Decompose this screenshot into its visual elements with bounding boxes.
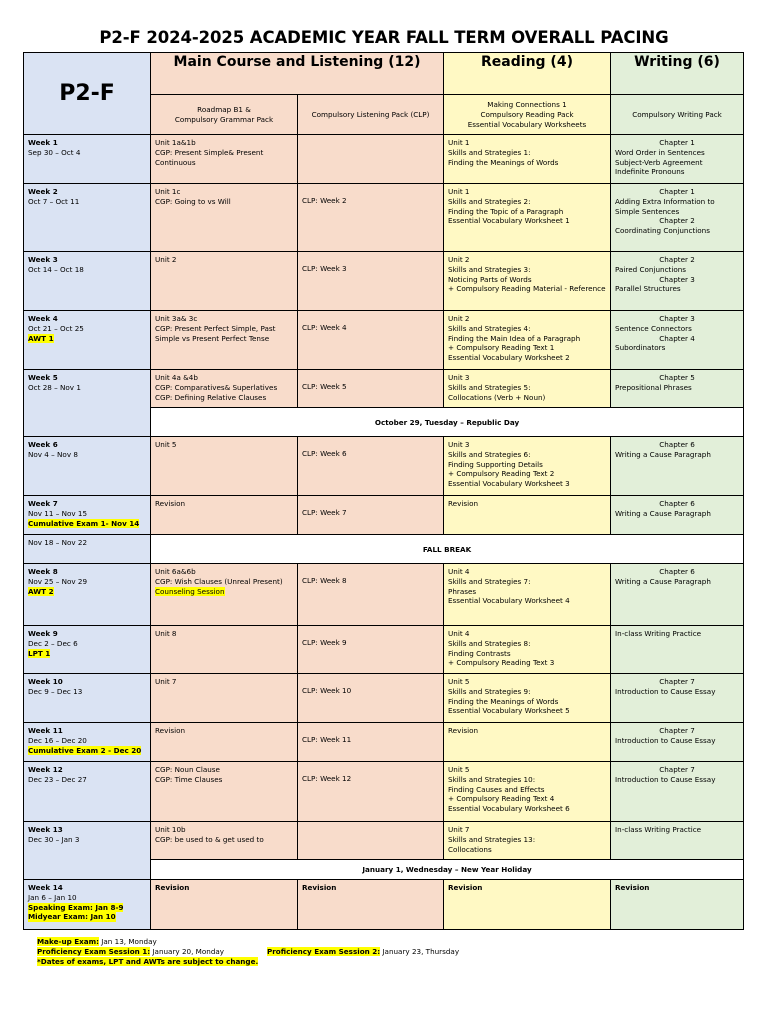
week-dates: Oct 21 – Oct 25 [28,323,84,333]
main-course-line: Unit 1a&1b [155,138,196,147]
writing-chapter: Chapter 4 [659,333,695,343]
writing-line: Introduction to Cause Essay [615,686,716,696]
week-row [24,252,744,311]
reading-line: Phrases [448,586,477,596]
proficiency-exam-notes [37,947,460,957]
reading-line: Finding Supporting Details [448,459,543,469]
writing-chapter: Chapter 7 [659,677,695,686]
fall-break-row [24,535,744,564]
main-course-line: Revision [155,499,186,508]
clp-cell: CLP: Week 6 [298,437,444,496]
reading-line: Skills and Strategies 7: [448,576,531,586]
writing-line: Introduction to Cause Essay [615,774,716,784]
main-course-line: Continuous [155,157,196,167]
week-dates: Oct 7 – Oct 11 [28,196,80,206]
reading-cell [444,762,611,822]
writing-cell [611,311,744,370]
main-course-line: Unit 5 [155,440,177,449]
reading-line: Skills and Strategies 3: [448,264,531,274]
main-course-line: Unit 7 [155,677,177,686]
writing-line: Writing a Cause Paragraph [615,576,711,586]
writing-chapter: Chapter 3 [659,274,695,284]
main-course-cell [151,184,298,252]
level-header: P2-F [24,53,151,135]
reading-line: Finding Contrasts [448,648,511,658]
reading-cell [444,135,611,184]
reading-line: Unit 5 [448,765,470,774]
week-cell [24,496,151,535]
writing-line: Simple Sentences [615,206,680,216]
clp-cell: CLP: Week 4 [298,311,444,370]
writing-cell [611,135,744,184]
writing-line: Writing a Cause Paragraph [615,508,711,518]
week-row [24,437,744,496]
reading-line: Revision [448,726,479,735]
week-cell [24,252,151,311]
reading-line: Skills and Strategies 1: [448,147,531,157]
writing-cell [611,184,744,252]
main-course-cell [151,626,298,674]
writing-chapter: Chapter 7 [659,765,695,774]
exam-note: Speaking Exam: Jan 8-9 [28,902,124,912]
writing-chapter: Chapter 2 [659,255,695,264]
fall-break-dates: Nov 18 – Nov 22 [24,535,151,564]
writing-cell [611,674,744,723]
week-label: Week 8 [28,567,58,576]
clp-cell: CLP: Week 9 [298,626,444,674]
reading-line: + Compulsory Reading Text 2 [448,469,555,479]
reading-line: Unit 4 [448,567,470,576]
reading-line: Essential Vocabulary Worksheet 6 [448,804,570,814]
main-course-cell [151,252,298,311]
reading-subheader-line: Essential Vocabulary Worksheets [467,119,587,129]
week-dates: Nov 4 – Nov 8 [28,449,78,459]
writing-cell [611,370,744,408]
week-label: Week 9 [28,629,58,638]
week-label: Week 14 [28,883,63,892]
week-cell [24,822,151,880]
writing-subheader-text: Compulsory Writing Pack [632,110,722,120]
reading-line: Unit 2 [448,314,470,323]
reading-line: Collocations [448,844,492,854]
reading-line: Unit 2 [448,255,470,264]
disclaimer-note [37,957,258,967]
writing-line: Paired Conjunctions [615,264,687,274]
reading-line: Essential Vocabulary Worksheet 4 [448,596,570,606]
reading-cell [444,822,611,860]
reading-line: Skills and Strategies 8: [448,638,531,648]
exam-note: AWT 2 [28,586,54,596]
writing-cell [611,822,744,860]
writing-chapter: Chapter 2 [659,216,695,226]
week-label: Week 7 [28,499,58,508]
prof-exam-1-label: Proficiency Exam Session 1: [37,947,151,956]
week-row [24,674,744,723]
reading-line: + Compulsory Reading Material - Reference [448,284,606,294]
writing-cell [611,762,744,822]
week-row [24,723,744,762]
writing-line: Parallel Structures [615,284,681,294]
week-dates: Dec 9 – Dec 13 [28,686,83,696]
main-course-cell [151,674,298,723]
writing-chapter: Chapter 3 [659,314,695,323]
clp-cell [298,822,444,860]
clp-cell: CLP: Week 3 [298,252,444,311]
main-course-line: CGP: Noun Clause [155,765,220,774]
clp-cell: CLP: Week 7 [298,496,444,535]
main-course-cell [151,822,298,860]
reading-subheader-line: Compulsory Reading Pack [480,110,574,120]
makeup-exam-note [37,937,258,947]
writing-line: Indefinite Pronouns [615,167,685,177]
week-cell [24,564,151,626]
writing-subheader [611,95,744,135]
roadmap-subheader-line: Roadmap B1 & [197,105,251,115]
reading-line: Unit 3 [448,373,470,382]
reading-line: Finding Causes and Effects [448,784,545,794]
page-title: P2-F 2024-2025 ACADEMIC YEAR FALL TERM OVERALL PACING [99,28,669,47]
week-row [24,626,744,674]
disclaimer-text: *Dates of exams, LPT and AWTs are subject to change. [37,957,259,966]
reading-line: Skills and Strategies 9: [448,686,531,696]
writing-cell [611,437,744,496]
writing-line: In-class Writing Practice [615,825,702,834]
main-course-cell [151,723,298,762]
reading-subheader-line: Making Connections 1 [487,100,567,110]
main-course-line: CGP: Time Clauses [155,774,223,784]
week-cell [24,880,151,930]
week-row [24,184,744,252]
week-label: Week 11 [28,726,63,735]
clp-cell: CLP: Week 8 [298,564,444,626]
main-course-line: Simple vs Present Perfect Tense [155,333,270,343]
reading-line: Skills and Strategies 4: [448,323,531,333]
week-row [24,311,744,370]
reading-line: Essential Vocabulary Worksheet 2 [448,353,570,363]
week-dates: Jan 6 – Jan 10 [28,892,77,902]
writing-line: Adding Extra Information to [615,196,715,206]
reading-line: Essential Vocabulary Worksheet 3 [448,479,570,489]
main-course-cell: Revision [151,880,298,930]
week-dates: Dec 23 – Dec 27 [28,774,87,784]
reading-line: Finding the Main Idea of a Paragraph [448,333,581,343]
clp-cell [298,135,444,184]
week-row [24,370,744,408]
reading-cell [444,437,611,496]
reading-line: + Compulsory Reading Text 4 [448,794,555,804]
reading-line: Unit 7 [448,825,470,834]
writing-cell [611,626,744,674]
week-row [24,880,744,930]
week-dates: Nov 11 – Nov 15 [28,508,88,518]
main-course-cell [151,496,298,535]
republic-day-holiday: October 29, Tuesday – Republic Day [151,408,744,437]
reading-cell: Revision [444,880,611,930]
writing-line: Prepositional Phrases [615,382,692,392]
reading-cell [444,626,611,674]
reading-line: Unit 5 [448,677,470,686]
reading-line: Skills and Strategies 10: [448,774,536,784]
reading-line: Skills and Strategies 6: [448,449,531,459]
writing-line: Subordinators [615,343,666,353]
main-course-header: Main Course and Listening (12) [151,53,444,95]
reading-line: Skills and Strategies 2: [448,196,531,206]
reading-line: Revision [448,499,479,508]
main-course-line: Unit 3a& 3c [155,314,198,323]
writing-cell [611,252,744,311]
week-row [24,822,744,860]
reading-line: + Compulsory Reading Text 3 [448,658,555,668]
main-course-line: CGP: Wish Clauses (Unreal Present) [155,576,283,586]
week-dates: Dec 2 – Dec 6 [28,638,78,648]
reading-cell [444,252,611,311]
main-course-cell [151,437,298,496]
prof-exam-1-date: January 20, Monday [150,947,225,956]
roadmap-subheader [151,95,298,135]
clp-cell: CLP: Week 2 [298,184,444,252]
main-course-line: Revision [155,726,186,735]
week-cell [24,626,151,674]
writing-chapter: Chapter 6 [659,567,695,576]
week-dates: Dec 16 – Dec 20 [28,735,87,745]
main-course-cell [151,135,298,184]
main-course-line: CGP: Going to vs Will [155,196,231,206]
prof-exam-2-date: January 23, Thursday [380,947,460,956]
main-course-cell [151,311,298,370]
week-row [24,762,744,822]
week-label: Week 5 [28,373,58,382]
reading-line: Skills and Strategies 5: [448,382,531,392]
exam-note: Midyear Exam: Jan 10 [28,912,116,922]
week-row [24,135,744,184]
reading-line: Skills and Strategies 13: [448,834,536,844]
week-dates: Oct 28 – Nov 1 [28,382,81,392]
writing-chapter: Chapter 5 [659,373,695,382]
reading-cell [444,184,611,252]
writing-chapter: Chapter 6 [659,440,695,449]
reading-line: Finding the Meanings of Words [448,157,559,167]
week-cell [24,762,151,822]
main-course-line: Unit 6a&6b [155,567,196,576]
exam-note: Cumulative Exam 2 - Dec 20 [28,745,142,755]
week-cell [24,723,151,762]
reading-line: Essential Vocabulary Worksheet 1 [448,216,570,226]
week-dates: Oct 14 – Oct 18 [28,264,84,274]
reading-cell [444,496,611,535]
reading-line: Essential Vocabulary Worksheet 5 [448,706,570,716]
writing-cell [611,564,744,626]
main-course-line: Unit 10b [155,825,186,834]
week-label: Week 1 [28,138,58,147]
writing-line: Word Order in Sentences [615,147,705,157]
main-course-line: CGP: Present Simple& Present [155,147,264,157]
reading-cell [444,370,611,408]
clp-cell: CLP: Week 12 [298,762,444,822]
exam-note: LPT 1 [28,648,51,658]
main-course-cell [151,762,298,822]
writing-line: Subject-Verb Agreement [615,157,703,167]
clp-cell: CLP: Week 10 [298,674,444,723]
reading-cell [444,723,611,762]
clp-cell: CLP: Week 11 [298,723,444,762]
week-row [24,564,744,626]
week-label: Week 10 [28,677,63,686]
main-course-line: Unit 8 [155,629,177,638]
main-course-cell [151,370,298,408]
week-cell [24,674,151,723]
reading-line: Unit 1 [448,138,470,147]
writing-chapter: Chapter 6 [659,499,695,508]
week-label: Week 2 [28,187,58,196]
writing-line: Sentence Connectors [615,323,692,333]
week-dates: Dec 30 – Jan 3 [28,834,80,844]
reading-cell [444,564,611,626]
main-course-cell [151,564,298,626]
writing-chapter: Chapter 7 [659,726,695,735]
main-course-line: CGP: Present Perfect Simple, Past [155,323,276,333]
week-label: Week 6 [28,440,58,449]
reading-line: + Compulsory Reading Text 1 [448,343,555,353]
writing-header: Writing (6) [611,53,744,95]
week-dates: Nov 25 – Nov 29 [28,576,88,586]
reading-cell [444,674,611,723]
reading-line: Finding the Topic of a Paragraph [448,206,564,216]
week-dates: Sep 30 – Oct 4 [28,147,81,157]
reading-subheader [444,95,611,135]
exam-note: AWT 1 [28,333,54,343]
reading-line: Unit 3 [448,440,470,449]
main-course-line: CGP: be used to & get used to [155,834,264,844]
clp-subheader: Compulsory Listening Pack (CLP) [298,95,444,135]
prof-exam-2-label: Proficiency Exam Session 2: [267,947,381,956]
makeup-exam-label: Make-up Exam: [37,937,99,946]
week-label: Week 12 [28,765,63,774]
exam-note: Cumulative Exam 1- Nov 14 [28,518,140,528]
reading-line: Unit 4 [448,629,470,638]
main-course-line: CGP: Comparatives& Superlatives [155,382,278,392]
week-cell [24,370,151,437]
reading-header: Reading (4) [444,53,611,95]
writing-cell [611,723,744,762]
week-row [24,496,744,535]
week-cell [24,437,151,496]
roadmap-subheader-line: Compulsory Grammar Pack [174,115,274,124]
footer-notes [37,937,460,967]
writing-cell [611,496,744,535]
writing-line: Writing a Cause Paragraph [615,449,711,459]
week-label: Week 4 [28,314,58,323]
writing-cell: Revision [611,880,744,930]
reading-line: Collocations (Verb + Noun) [448,392,546,402]
week-cell [24,135,151,184]
main-course-line: Unit 1c [155,187,181,196]
new-year-holiday: January 1, Wednesday – New Year Holiday [151,860,744,880]
counseling-note: Counseling Session [155,586,225,596]
week-cell [24,311,151,370]
fall-break: FALL BREAK [151,535,744,564]
week-label: Week 3 [28,255,58,264]
main-course-line: Unit 2 [155,255,177,264]
main-course-line: CGP: Defining Relative Clauses [155,392,267,402]
week-label: Week 13 [28,825,63,834]
writing-line: In-class Writing Practice [615,629,702,638]
writing-chapter: Chapter 1 [659,138,695,147]
makeup-exam-date: Jan 13, Monday [98,937,157,946]
reading-line: Unit 1 [448,187,470,196]
reading-line: Noticing Parts of Words [448,274,532,284]
prof-exam-2 [267,947,459,957]
writing-chapter: Chapter 1 [659,187,695,196]
clp-cell: CLP: Week 5 [298,370,444,408]
main-course-line: Unit 4a &4b [155,373,198,382]
reading-cell [444,311,611,370]
writing-line: Introduction to Cause Essay [615,735,716,745]
week-cell [24,184,151,252]
writing-line: Coordinating Conjunctions [615,226,710,236]
pacing-table [23,52,744,930]
reading-line: Finding the Meanings of Words [448,696,559,706]
clp-cell: Revision [298,880,444,930]
